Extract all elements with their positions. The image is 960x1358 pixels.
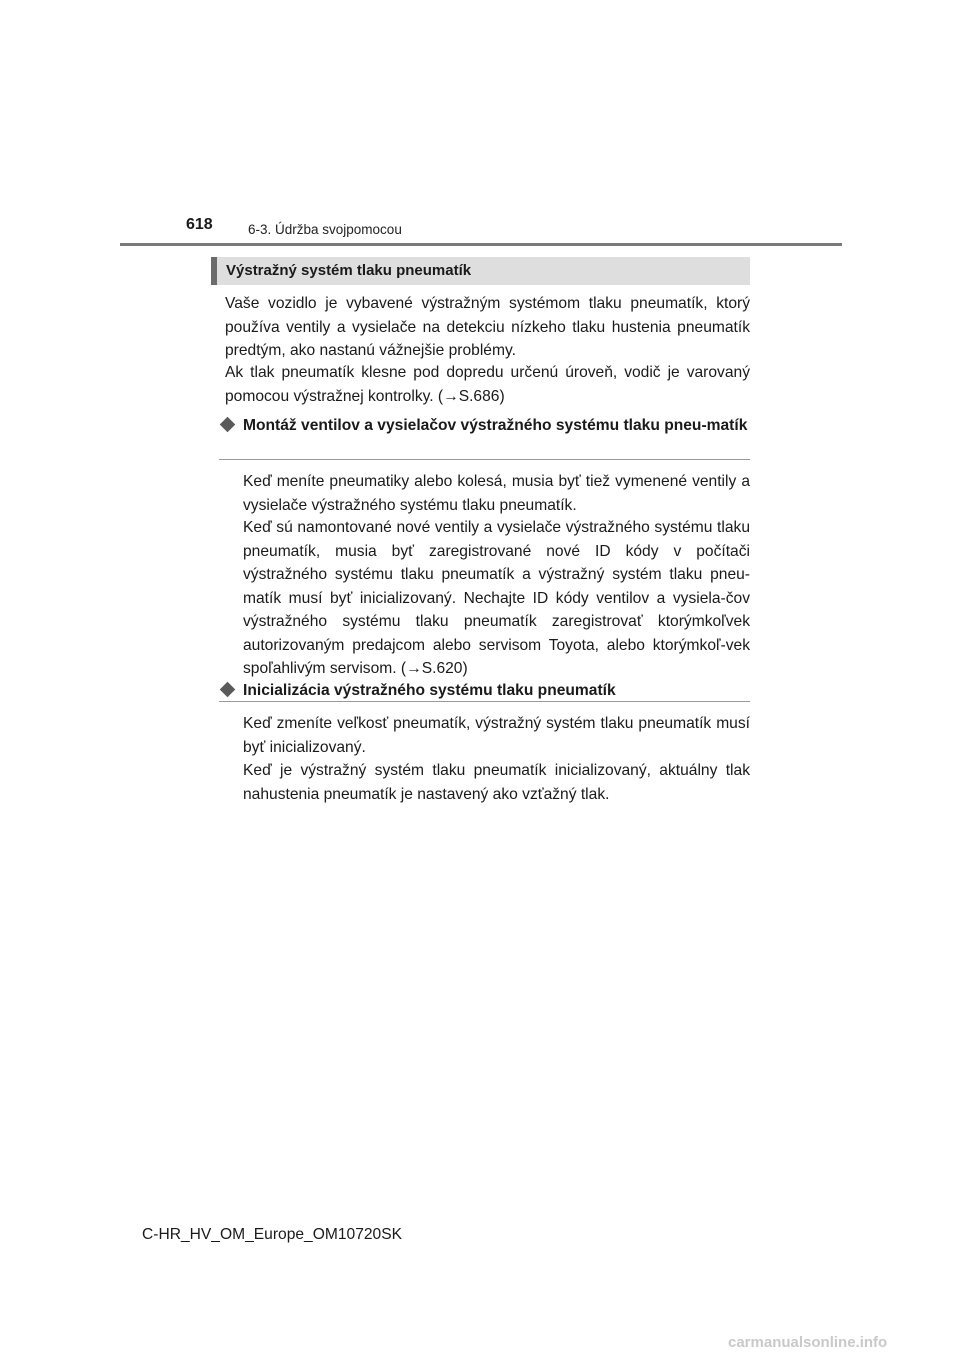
intro-paragraph-1: Vaše vozidlo je vybavené výstražným systémom tlaku pneumatík, ktorý používa ventily a vysielače na detekciu nízkeho tlaku hustenia pneumatík predtým, ako nastanú vážnejšie problémy. — [225, 295, 750, 359]
section-1-paragraph-2: Keď sú namontované nové ventily a vysielače výstražného systému tlaku pneumatík, musia byť zaregistrované nové ID kódy v počítači výstražného systému tlaku pneumatík a výstražný systém tlaku pneu-matík musí byť inicializovaný. Nechajte ID kódy ventilov a vysiela-čov výstražného systému tlaku pneumatík zaregistrovať ktorýmkoľvek autorizovaným predajcom alebo servisom Toyota, alebo ktorýmkoľ-vek spoľahlivým servisom. (→S.620) — [243, 519, 750, 677]
page-number: 618 — [186, 216, 213, 233]
watermark: carmanualsonline.info — [728, 1334, 888, 1351]
section-2-paragraph-2: Keď je výstražný systém tlaku pneumatík inicializovaný, aktuálny tlak nahustenia pneumatík je nastavený ako vzťažný tlak. — [243, 762, 750, 803]
intro-paragraph-2: Ak tlak pneumatík klesne pod dopredu určenú úroveň, vodič je varovaný pomocou výstražnej kontrolky. (→S.686) — [225, 364, 750, 405]
subsection-heading-text: Montáž ventilov a vysielačov výstražného systému tlaku pneu-matík — [243, 417, 748, 434]
subsection-divider — [219, 459, 750, 460]
document-footer-code: C-HR_HV_OM_Europe_OM10720SK — [142, 1226, 403, 1243]
diamond-bullet-icon — [220, 682, 236, 698]
subsection-divider — [219, 701, 750, 702]
section-title: Výstražný systém tlaku pneumatík — [226, 262, 472, 279]
section-title-box — [211, 257, 750, 285]
diamond-bullet-icon — [220, 417, 236, 433]
header-divider — [120, 243, 842, 246]
section-1-paragraph-1: Keď meníte pneumatiky alebo kolesá, musia byť tiež vymenené ventily a vysielače výstražného systému tlaku pneumatík. — [243, 473, 750, 514]
section-2-paragraph-1: Keď zmeníte veľkosť pneumatík, výstražný systém tlaku pneumatík musí byť inicializovaný. — [243, 715, 750, 756]
section-header: 6-3. Údržba svojpomocou — [248, 222, 402, 237]
subsection-heading-text: Inicializácia výstražného systému tlaku pneumatík — [243, 682, 616, 699]
